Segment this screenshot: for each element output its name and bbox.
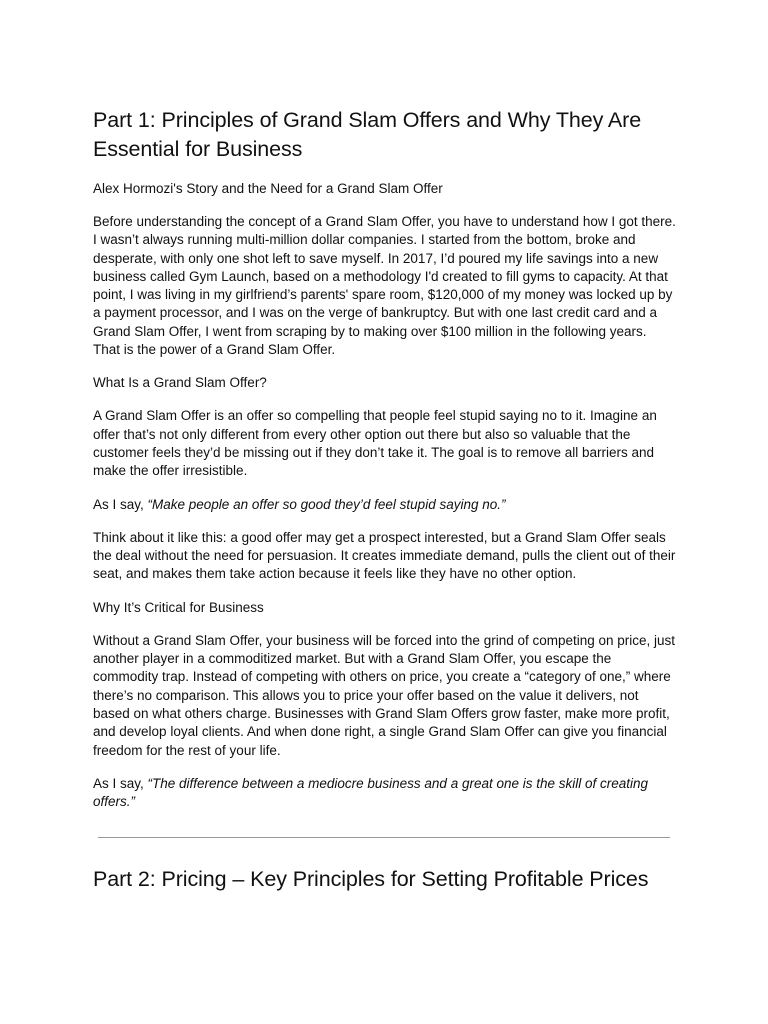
why-heading: Why It’s Critical for Business (93, 599, 264, 615)
story-heading: Alex Hormozi's Story and the Need for a Grand Slam Offer (93, 181, 443, 196)
quote2-prefix: As I say, (93, 775, 148, 791)
part1-title: Part 1: Principles of Grand Slam Offers and Why They Are Essential for Business (93, 108, 642, 161)
quote1-text: “Make people an offer so good they’d feel stupid saying no.” (147, 496, 506, 512)
quote1-paragraph (93, 496, 676, 514)
think-paragraph: Think about it like this: a good offer may get a prospect interested, but a Grand Slam Offer seals the deal without the need for persuasion. It creates immediate demand, pulls the client out of their seat, and makes them take action because it feels like they have no other option. (93, 529, 676, 582)
what-heading: What Is a Grand Slam Offer? (93, 375, 267, 391)
quote2-paragraph (93, 775, 676, 812)
part2-title: Part 2: Pricing – Key Principles for Setting Profitable Prices (93, 867, 649, 892)
section-divider (98, 837, 670, 838)
quote2-text: “The difference between a mediocre business and a great one is the skill of creating offers.” (93, 775, 649, 810)
quote1-prefix: As I say, (93, 496, 148, 512)
what-paragraph: A Grand Slam Offer is an offer so compelling that people feel stupid saying no to it. Imagine an offer that’s not only different from every other option out there but also so valuable that the customer feels they’d be missing out if they don’t take it. The goal is to remove all barriers and make the offer irresistible. (93, 408, 657, 479)
why-paragraph: Without a Grand Slam Offer, your business will be forced into the grind of competing on price, just another player in a commoditized market. But with a Grand Slam Offer, you escape the commodity trap. Instead of competing with others on price, you create a “category of one,” where there’s no comparison. This allows you to price your offer based on the value it delivers, not based on what others charge. Businesses with Grand Slam Offers grow faster, make more profit, and develop loyal clients. And when done right, a single Grand Slam Offer can give you financial freedom for the rest of your life. (93, 632, 676, 758)
story-paragraph: Before understanding the concept of a Grand Slam Offer, you have to understand how I got there. I wasn’t always running multi-million dollar companies. I started from the bottom, broke and desperate, with only one shot left to save myself. In 2017, I’d poured my life savings into a new business called Gym Launch, based on a methodology I'd created to fill gyms to capacity. At that point, I was living in my girlfriend’s parents' spare room, $120,000 of my money was locked up by a payment processor, and I was on the verge of bankruptcy. But with one last credit card and a Grand Slam Offer, I went from scraping by to making over $100 million in the following years. That is the power of a Grand Slam Offer. (93, 214, 676, 358)
